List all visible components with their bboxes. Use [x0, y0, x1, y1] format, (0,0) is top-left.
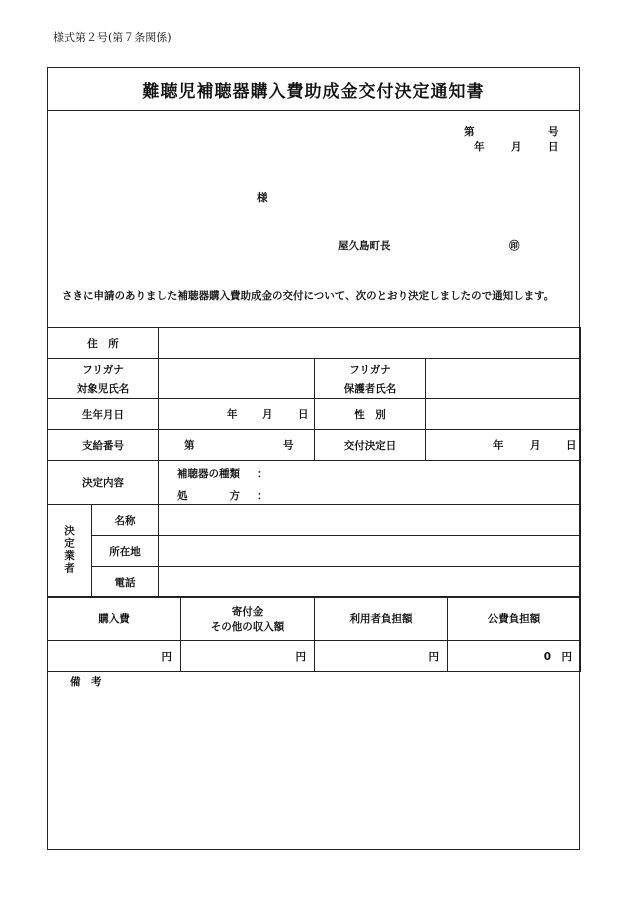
remarks-label: 備 考: [70, 676, 102, 688]
birth-day: 日: [298, 408, 309, 421]
address-value[interactable]: [159, 328, 581, 359]
payment-number-value[interactable]: [159, 430, 315, 461]
decision-date-label: 交付決定日: [315, 430, 426, 461]
issue-month: 月: [511, 141, 522, 153]
device-type-label: 補聴器の種類: [177, 468, 240, 480]
issue-day: 日: [548, 141, 559, 153]
birth-month: 月: [262, 408, 273, 421]
doc-number-prefix: 第: [464, 126, 475, 138]
issuer-title: 屋久島町長: [338, 240, 391, 252]
seal-mark: ㊞: [509, 240, 520, 252]
decided-vendor-label: [48, 505, 92, 598]
prescription-label: 処 方: [177, 490, 240, 502]
child-furigana-label: フリガナ: [82, 363, 124, 376]
vendor-name-label: 名称: [92, 505, 159, 536]
child-name-text: 対象児氏名: [76, 382, 130, 395]
vendor-address-value[interactable]: [159, 536, 581, 567]
user-burden-value[interactable]: [315, 641, 448, 672]
donation-label: [181, 597, 315, 641]
purchase-cost-label: 購入費: [48, 597, 181, 641]
vendor-phone-label: 電話: [92, 567, 159, 598]
sex-value[interactable]: [426, 399, 581, 430]
sex-label: 性 別: [315, 399, 426, 430]
issue-year: 年: [474, 141, 485, 153]
donation-label-line2: その他の収入額: [210, 620, 285, 633]
decision-content-value[interactable]: [159, 461, 581, 505]
decided-vendor-text: 決定業者: [63, 524, 75, 575]
purchase-cost-yen: 円: [161, 650, 172, 663]
decision-month: 月: [530, 439, 541, 452]
guardian-furigana-label: フリガナ: [349, 363, 391, 376]
decision-date-value[interactable]: [426, 430, 581, 461]
donation-value[interactable]: [181, 641, 315, 672]
notice-form: [47, 67, 580, 850]
doc-number-suffix: 号: [548, 126, 559, 138]
form-title: 難聴児補聴器購入費助成金交付決定通知書: [48, 68, 579, 111]
donation-label-line1: 寄付金: [231, 605, 264, 618]
birth-year: 年: [227, 408, 238, 421]
child-name-value[interactable]: [159, 359, 315, 399]
purchase-cost-value[interactable]: [48, 641, 181, 672]
amounts-table: [47, 596, 581, 672]
payment-number-prefix: 第: [184, 439, 195, 452]
addressee-suffix: 様: [257, 192, 268, 204]
public-burden-label: 公費負担額: [448, 597, 581, 641]
decision-day: 日: [566, 439, 577, 452]
notice-body-text: さきに申請のありました補聴器購入費助成金の交付について、次のとおり決定しましたので通知します。: [62, 290, 555, 302]
device-type-colon: ：: [257, 468, 268, 480]
address-label: 住 所: [48, 328, 159, 359]
guardian-name-text: 保護者氏名: [343, 382, 397, 395]
decision-content-label: 決定内容: [48, 461, 159, 505]
payment-number-label: 支給番号: [48, 430, 159, 461]
birthdate-value[interactable]: [159, 399, 315, 430]
donation-yen: 円: [295, 650, 306, 663]
payment-number-suffix: 号: [283, 439, 294, 452]
user-burden-yen: 円: [428, 650, 439, 663]
form-number-label: 様式第２号(第７条関係): [53, 31, 172, 44]
public-burden-amount: 0: [543, 650, 551, 663]
vendor-address-label: 所在地: [92, 536, 159, 567]
user-burden-label: 利用者負担額: [315, 597, 448, 641]
decision-year: 年: [493, 439, 504, 452]
guardian-name-label: [315, 359, 426, 399]
prescription-colon: ：: [257, 490, 268, 502]
vendor-phone-value[interactable]: [159, 567, 581, 598]
public-burden-value[interactable]: [448, 641, 581, 672]
public-burden-yen: 円: [561, 650, 572, 663]
guardian-name-value[interactable]: [426, 359, 581, 399]
child-name-label: [48, 359, 159, 399]
vendor-name-value[interactable]: [159, 505, 581, 536]
info-table: [47, 327, 581, 598]
birthdate-label: 生年月日: [48, 399, 159, 430]
